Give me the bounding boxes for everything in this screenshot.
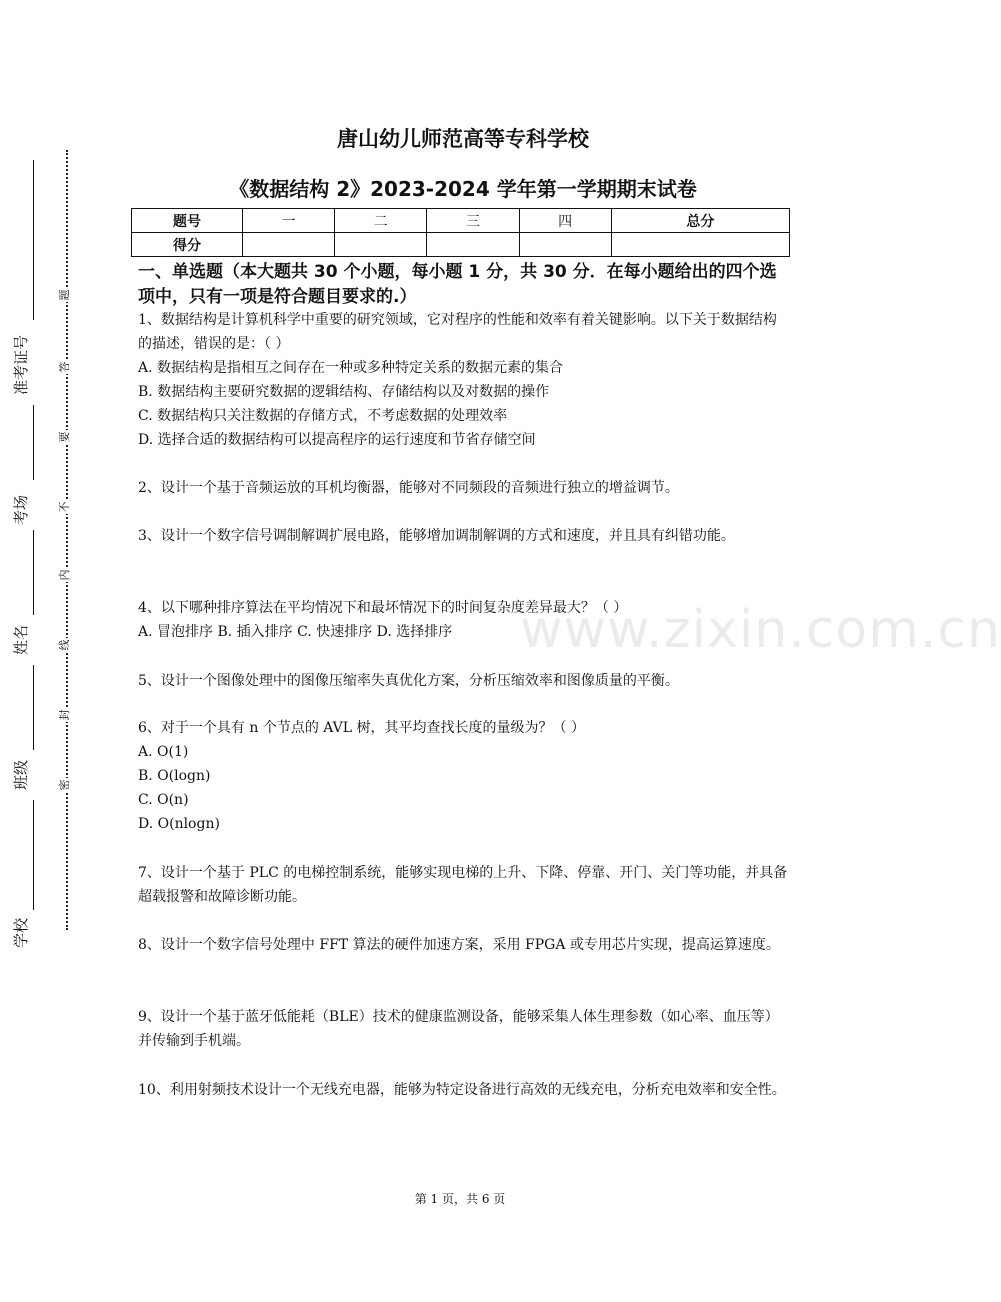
question — [138, 1078, 790, 1102]
field-school-label: 学校 — [12, 917, 30, 948]
question-option: C. 数据结构只关注数据的存储方式，不考虑数据的处理效率 — [138, 408, 508, 424]
question — [138, 308, 790, 452]
question-option: A. 数据结构是指相互之间存在一种或多种特定关系的数据元素的集合 — [138, 360, 564, 376]
binding-strip — [0, 0, 110, 1302]
question — [138, 1005, 790, 1053]
field-school — [0, 917, 60, 988]
question-stem: 6、对于一个具有 n 个节点的 AVL 树，其平均查找长度的量级为？（ ） — [138, 720, 585, 736]
question-option: B. 数据结构主要研究数据的逻辑结构、存储结构以及对数据的操作 — [138, 384, 550, 400]
question-stem: 4、以下哪种排序算法在平均情况下和最坏情况下的时间复杂度差异最大？（ ） — [138, 600, 628, 616]
question-stem: 8、设计一个数字信号处理中 FFT 算法的硬件加速方案，采用 FPGA 或专用芯片实现，提高运算速度。 — [138, 937, 780, 953]
question — [138, 933, 790, 957]
question — [138, 861, 790, 909]
field-name — [0, 624, 60, 695]
score-cell[interactable] — [427, 233, 519, 257]
question-option: C. O(n) — [138, 792, 189, 808]
score-table-header-row — [132, 209, 790, 233]
watermark: www.zixin.com.cn — [520, 600, 1001, 660]
question — [138, 669, 790, 693]
score-table-col: 总分 — [611, 209, 789, 233]
score-cell[interactable] — [611, 233, 789, 257]
seal-char: 内 — [58, 569, 71, 581]
score-table-col: 一 — [243, 209, 335, 233]
score-table-col: 二 — [335, 209, 427, 233]
school-line — [33, 800, 34, 910]
school-name: 唐山幼儿师范高等专科学校 — [337, 127, 589, 151]
score-cell[interactable] — [335, 233, 427, 257]
question — [138, 476, 790, 500]
exam-title: 《数据结构 2》2023-2024 学年第一学期期末试卷 — [229, 177, 697, 201]
exam-number-line — [33, 160, 34, 320]
seal-char: 线 — [58, 639, 71, 651]
question-stem: 1、数据结构是计算机科学中重要的研究领域，它对程序的性能和效率有着关键影响。以下关于数据结构的描述，错误的是：（ ） — [138, 312, 777, 352]
exam-room-line — [33, 405, 34, 480]
question-option: D. 选择合适的数据结构可以提高程序的运行速度和节省存储空间 — [138, 432, 536, 448]
page-footer: 第 1 页，共 6 页 — [414, 1192, 506, 1206]
seal-char: 答 — [58, 361, 71, 373]
score-table-col: 四 — [519, 209, 611, 233]
question-stem: 3、设计一个数字信号调制解调扩展电路，能够增加调制解调的方式和速度，并且具有纠错功能。 — [138, 528, 735, 544]
question — [138, 596, 790, 644]
name-line — [33, 530, 34, 615]
question-stem: 10、利用射频技术设计一个无线充电器，能够为特定设备进行高效的无线充电，分析充电效率和安全性。 — [138, 1082, 786, 1098]
class-line — [33, 665, 34, 750]
seal-char: 不 — [58, 501, 71, 513]
field-class — [0, 759, 60, 830]
question-option: A. 冒泡排序 B. 插入排序 C. 快速排序 D. 选择排序 — [138, 624, 453, 640]
question-option: B. O(logn) — [138, 768, 211, 784]
score-cell[interactable] — [243, 233, 335, 257]
seal-char: 密 — [58, 779, 71, 791]
question — [138, 524, 790, 548]
score-table-score-row — [132, 233, 790, 257]
score-table — [131, 208, 790, 257]
field-exam-number-label: 准考证号 — [12, 334, 30, 395]
score-table-score-label: 得分 — [132, 233, 243, 257]
field-exam-room-label: 考场 — [12, 494, 30, 525]
field-exam-room — [0, 494, 60, 565]
seal-dotted-line — [66, 150, 68, 930]
field-exam-number — [0, 334, 60, 435]
score-cell[interactable] — [519, 233, 611, 257]
score-table-header-label: 题号 — [132, 209, 243, 233]
question-stem: 7、设计一个基于 PLC 的电梯控制系统，能够实现电梯的上升、下降、停靠、开门、关门等功能，并具备超载报警和故障诊断功能。 — [138, 865, 788, 905]
field-name-label: 姓名 — [12, 624, 30, 655]
seal-char: 题 — [58, 289, 71, 301]
question-stem: 9、设计一个基于蓝牙低能耗（BLE）技术的健康监测设备，能够采集人体生理参数（如心率、血压等）并传输到手机端。 — [138, 1009, 779, 1049]
seal-char: 封 — [58, 709, 71, 721]
seal-char: 要 — [58, 431, 71, 443]
field-class-label: 班级 — [12, 759, 30, 790]
section-1-title: 一、单选题（本大题共 30 个小题，每小题 1 分，共 30 分．在每小题给出的四个选项中，只有一项是符合题目要求的.） — [138, 262, 777, 307]
question-option: D. O(nlogn) — [138, 816, 220, 832]
question-option: A. O(1) — [138, 744, 189, 760]
question-stem: 2、设计一个基于音频运放的耳机均衡器，能够对不同频段的音频进行独立的增益调节。 — [138, 480, 679, 496]
question-stem: 5、设计一个图像处理中的图像压缩率失真优化方案，分析压缩效率和图像质量的平衡。 — [138, 673, 679, 689]
score-table-col: 三 — [427, 209, 519, 233]
question — [138, 716, 790, 836]
